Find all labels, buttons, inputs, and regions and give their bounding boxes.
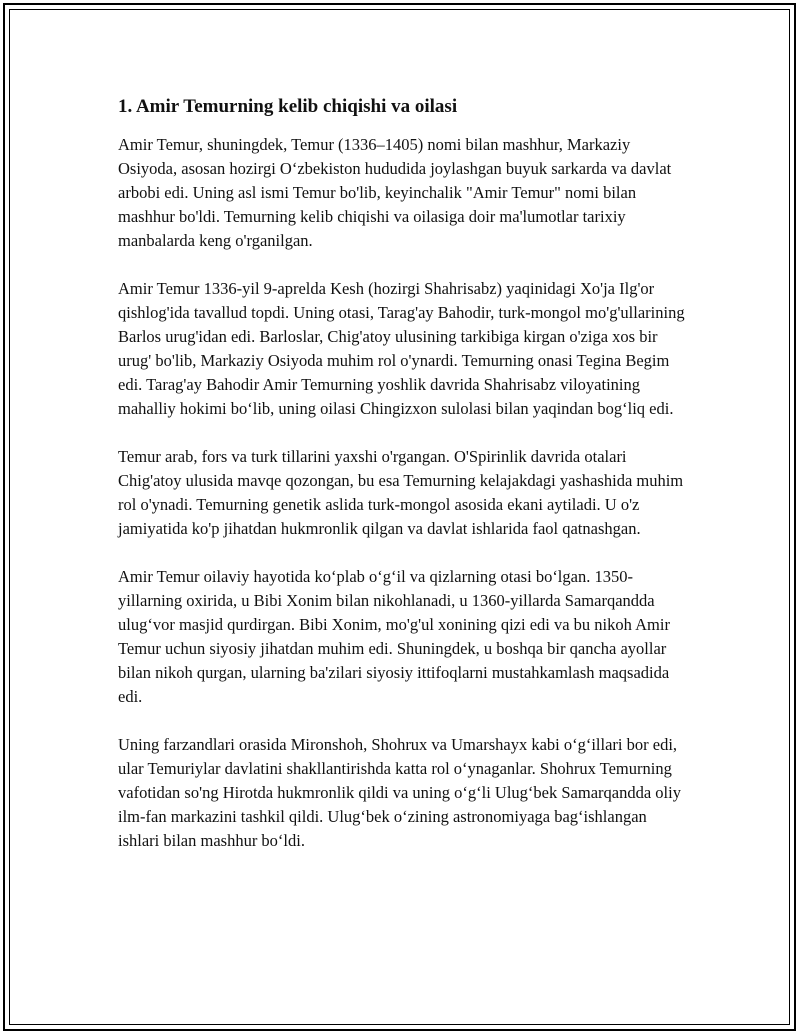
paragraph-origin: Amir Temur, shuningdek, Temur (1336–1405) nomi bilan mashhur, Markaziy Osiyoda, asosan hozirgi O‘zbekiston hududida joylashgan buyuk sarkarda va davlat arbobi edi. Uning asl ismi Temur bo'lib, keyinchalik "Amir Temur" nomi bilan mashhur bo'ldi. Temurning kelib chiqishi va oilasiga doir ma'lumotlar tarixiy manbalarda keng o'rganilgan. bbox=[118, 135, 672, 250]
paragraph-marriages: Amir Temur oilaviy hayotida ko‘plab o‘g‘il va qizlarning otasi bo‘lgan. 1350-yillarning oxirida, u Bibi Xonim bilan nikohlanadi, u 1360-yillarda Samarqandda ulug‘vor masjid qurdirgan. Bibi Xonim, mo'g'ul xonining qizi edi va bu nikoh Amir Temur uchun siyosiy jihatdan muhim edi. Shuningdek, u boshqa bir qancha ayollar bilan nikoh qurgan, ularning ba'zilari siyosiy ittifoqlarni mustahkamlash maqsadida edi. bbox=[118, 567, 670, 706]
section-heading: 1. Amir Temurning kelib chiqishi va oilasi bbox=[118, 96, 458, 117]
paragraph-birth-family: Amir Temur 1336-yil 9-aprelda Kesh (hozirgi Shahrisabz) yaqinidagi Xo'ja Ilg'or qishlog'ida tavallud topdi. Uning otasi, Tarag'ay Bahodir, turk-mongol mo'g'ullarining Barlos urug'idan edi. Barloslar, Chig'atoy ulusining tarkibiga kirgan o'ziga xos bir urug' bo'lib, Markaziy Osiyoda muhim rol o'ynardi. Temurning onasi Tegina Begim edi. Tarag'ay Bahodir Amir Temurning yoshlik davrida Shahrisabz viloyatining mahalliy hokimi bo‘lib, uning oilasi Chingizxon sulolasi bilan yaqindan bog‘liq edi. bbox=[118, 279, 685, 418]
paragraph-youth: Temur arab, fors va turk tillarini yaxshi o'rgangan. O'Spirinlik davrida otalari Chig'atoy ulusida mavqe qozongan, bu esa Temurning kelajakdagi yashashida muhim rol o'ynadi. Temurning genetik aslida turk-mongol asosida ekani aytiladi. U o'z jamiyatida ko'p jihatdan hukmronlik qilgan va davlat ishlarida faol qatnashgan. bbox=[118, 447, 684, 538]
paragraph-children: Uning farzandlari orasida Mironshoh, Shohrux va Umarshayx kabi o‘g‘illari bor edi, ular Temuriylar davlatini shakllantirishda katta rol o‘ynaganlar. Shohrux Temurning vafotidan so'ng Hirotda hukmronlik qildi va uning o‘g‘li Ulug‘bek Samarqandda oliy ilm-fan markazini tashkil qildi. Ulug‘bek o‘zining astronomiyaga bag‘ishlangan ishlari bilan mashhur bo‘ldi. bbox=[118, 735, 681, 850]
document-body bbox=[118, 94, 688, 877]
